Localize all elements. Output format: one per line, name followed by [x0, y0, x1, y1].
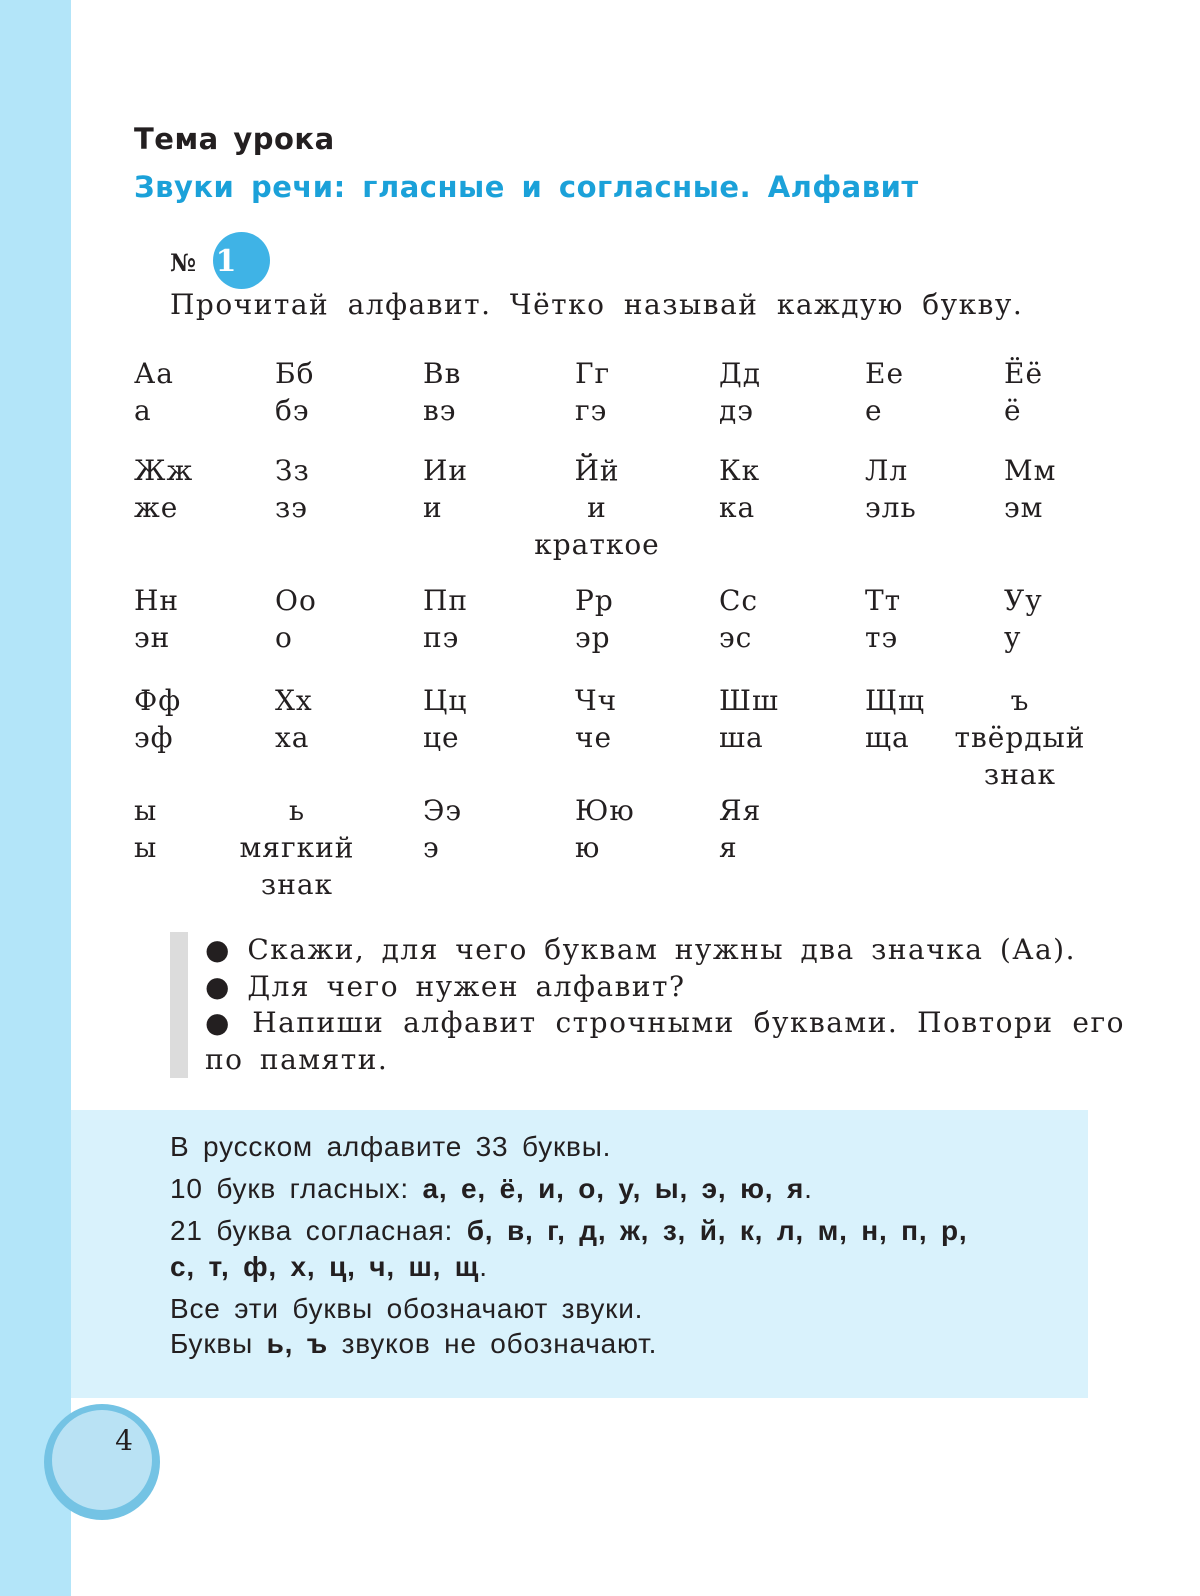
- alphabet-letter-name: эс: [719, 621, 753, 654]
- alphabet-letter: Рр: [575, 584, 614, 617]
- alphabet-letter: Кк: [719, 454, 761, 487]
- page-number: 4: [115, 1424, 133, 1457]
- rule-vowels-label: 10 букв гласных:: [170, 1173, 409, 1204]
- alphabet-letter: Гг: [575, 357, 611, 390]
- bullet-icon: ●: [205, 1006, 234, 1039]
- alphabet-letter: Ее: [865, 357, 905, 390]
- question-item: [205, 1005, 1125, 1078]
- alphabet-letter-name: эм: [1004, 491, 1044, 524]
- alphabet-letter-name: ю: [575, 831, 601, 864]
- alphabet-letter: Ёё: [1004, 357, 1044, 390]
- alphabet-letter-name: вэ: [423, 394, 457, 427]
- alphabet-cell: [275, 682, 425, 756]
- rule-consonants-list-1: б, в, г, д, ж, з, й, к, л, м, н, п, р,: [466, 1215, 968, 1246]
- alphabet-letter: Аа: [134, 357, 174, 390]
- lesson-topic-label: Тема урока: [134, 122, 335, 156]
- alphabet-letter-name: же: [134, 491, 179, 524]
- question-item: [205, 969, 1125, 1006]
- alphabet-letter-name: эль: [865, 491, 917, 524]
- alphabet-letter: Дд: [719, 357, 762, 390]
- alphabet-letter: Цц: [423, 684, 468, 717]
- alphabet-letter: Юю: [575, 794, 635, 827]
- alphabet-cell: [423, 355, 573, 429]
- alphabet-letter: ы: [134, 794, 158, 827]
- alphabet-letter-name: ша: [719, 721, 764, 754]
- alphabet-cell: [134, 355, 284, 429]
- alphabet-letter: Шш: [719, 684, 779, 717]
- alphabet-cell: [222, 792, 372, 903]
- question-item: [205, 932, 1125, 969]
- rule-signs-suffix: звуков не обозначают.: [341, 1328, 658, 1359]
- alphabet-letter-name: бэ: [275, 394, 310, 427]
- alphabet-letter: Нн: [134, 584, 180, 617]
- alphabet-letter-name: эр: [575, 621, 611, 654]
- alphabet-letter: Уу: [1004, 584, 1043, 617]
- alphabet-cell: [522, 452, 672, 563]
- alphabet-cell: [945, 682, 1095, 793]
- alphabet-cell: [1004, 355, 1154, 429]
- rule-line-total: [170, 1131, 611, 1163]
- alphabet-letter: Сс: [719, 584, 759, 617]
- alphabet-cell: [1004, 452, 1154, 526]
- alphabet-letter: Щщ: [865, 684, 925, 717]
- alphabet-cell: [275, 355, 425, 429]
- alphabet-letter: Яя: [719, 794, 762, 827]
- rule-consonants-list-2: с, т, ф, х, ц, ч, ш, щ: [170, 1251, 480, 1282]
- alphabet-cell: [719, 792, 869, 866]
- alphabet-letter-name: гэ: [575, 394, 608, 427]
- alphabet-cell: [423, 792, 573, 866]
- alphabet-cell: [423, 682, 573, 756]
- alphabet-letter-name: ха: [275, 721, 310, 754]
- alphabet-letter-name: ка: [719, 491, 756, 524]
- alphabet-letter-name: а: [134, 394, 152, 427]
- alphabet-letter-name: ё: [1004, 394, 1022, 427]
- alphabet-cell: [575, 355, 725, 429]
- alphabet-letter: Оо: [275, 584, 317, 617]
- alphabet-letter-name: эн: [134, 621, 171, 654]
- question-text: Напиши алфавит строчными буквами. Повтори его по памяти.: [205, 1006, 1125, 1076]
- alphabet-letter-name: зэ: [275, 491, 308, 524]
- alphabet-letter: ъ: [1010, 684, 1030, 717]
- alphabet-cell: [719, 582, 869, 656]
- alphabet-letter: Жж: [134, 454, 194, 487]
- alphabet-letter: Зз: [275, 454, 310, 487]
- rule-total-text: В русском алфавите 33 буквы.: [170, 1131, 612, 1162]
- alphabet-letter-name-cont: знак: [983, 758, 1057, 791]
- alphabet-cell: [134, 452, 284, 526]
- alphabet-cell: [575, 582, 725, 656]
- alphabet-letter: Чч: [575, 684, 618, 717]
- alphabet-letter-name: мягкий: [239, 831, 355, 864]
- alphabet-letter: Йй: [574, 454, 620, 487]
- alphabet-letter-name: ща: [865, 721, 910, 754]
- alphabet-letter-name: у: [1004, 621, 1022, 654]
- bullet-icon: ●: [205, 933, 231, 966]
- alphabet-cell: [1004, 582, 1154, 656]
- alphabet-letter-name: че: [575, 721, 613, 754]
- alphabet-letter-name: ы: [134, 831, 158, 864]
- left-margin-bar: [0, 0, 71, 1596]
- rule-line-signs: [170, 1328, 657, 1360]
- alphabet-letter: Хх: [275, 684, 313, 717]
- exercise-number: 1: [215, 244, 237, 279]
- alphabet-letter: Бб: [275, 357, 315, 390]
- alphabet-letter: ь: [288, 794, 306, 827]
- rule-sounds-text: Все эти буквы обозначают звуки.: [170, 1293, 644, 1324]
- alphabet-letter-name: и: [423, 491, 443, 524]
- alphabet-cell: [575, 792, 725, 866]
- alphabet-cell: [865, 355, 1015, 429]
- alphabet-cell: [575, 682, 725, 756]
- alphabet-letter: Тт: [865, 584, 902, 617]
- rule-line-consonants-cont: с, т, ф, х, ц, ч, ш, щ.: [170, 1251, 488, 1282]
- alphabet-cell: [719, 355, 869, 429]
- alphabet-letter: Вв: [423, 357, 462, 390]
- alphabet-cell: [719, 452, 869, 526]
- alphabet-letter-name: я: [719, 831, 738, 864]
- alphabet-cell: [134, 682, 284, 756]
- alphabet-cell: [134, 582, 284, 656]
- alphabet-letter: Фф: [134, 684, 182, 717]
- alphabet-letter-name: пэ: [423, 621, 460, 654]
- exercise-questions: [170, 932, 1125, 1078]
- alphabet-letter: Ээ: [423, 794, 463, 827]
- alphabet-letter: Лл: [865, 454, 909, 487]
- rule-signs-prefix: Буквы: [170, 1328, 254, 1359]
- rule-line-consonants: [170, 1215, 967, 1247]
- alphabet-letter-name: е: [865, 394, 883, 427]
- rule-signs-letters: ь, ъ: [266, 1328, 328, 1359]
- lesson-topic-title: Звуки речи: гласные и согласные. Алфавит: [134, 170, 919, 204]
- alphabet-cell: [275, 452, 425, 526]
- alphabet-cell: [865, 582, 1015, 656]
- bullet-icon: ●: [205, 969, 231, 1003]
- exercise-instruction: Прочитай алфавит. Чётко называй каждую букву.: [170, 288, 1024, 321]
- exercise-number-sign: №: [170, 248, 197, 277]
- alphabet-cell: [865, 452, 1015, 526]
- alphabet-letter: Пп: [423, 584, 469, 617]
- question-text: Для чего нужен алфавит?: [247, 969, 686, 1003]
- alphabet-cell: [275, 582, 425, 656]
- alphabet-letter-name: эф: [134, 721, 174, 754]
- rule-consonants-label: 21 буква согласная:: [170, 1215, 454, 1246]
- alphabet-cell: [423, 582, 573, 656]
- alphabet-letter: Ии: [423, 454, 469, 487]
- rule-line-vowels: 10 букв гласных: а, е, ё, и, о, у, ы, э, ю, я.: [170, 1173, 813, 1204]
- alphabet-letter-name: тэ: [865, 621, 899, 654]
- alphabet-cell: [719, 682, 869, 756]
- alphabet-letter-name-cont: знак: [260, 868, 334, 901]
- rule-line-sounds: [170, 1293, 643, 1325]
- alphabet-letter-name: дэ: [719, 394, 754, 427]
- question-text: Скажи, для чего буквам нужны два значка (Аа).: [247, 933, 1076, 966]
- alphabet-letter: Мм: [1004, 454, 1057, 487]
- alphabet-letter-name: и: [587, 491, 607, 524]
- alphabet-letter-name: твёрдый: [954, 721, 1086, 754]
- alphabet-letter-name: о: [275, 621, 293, 654]
- rule-vowels-list: а, е, ё, и, о, у, ы, э, ю, я: [422, 1173, 805, 1204]
- alphabet-letter-name: э: [423, 831, 440, 864]
- alphabet-letter-name-cont: краткое: [534, 528, 660, 561]
- alphabet-letter-name: це: [423, 721, 460, 754]
